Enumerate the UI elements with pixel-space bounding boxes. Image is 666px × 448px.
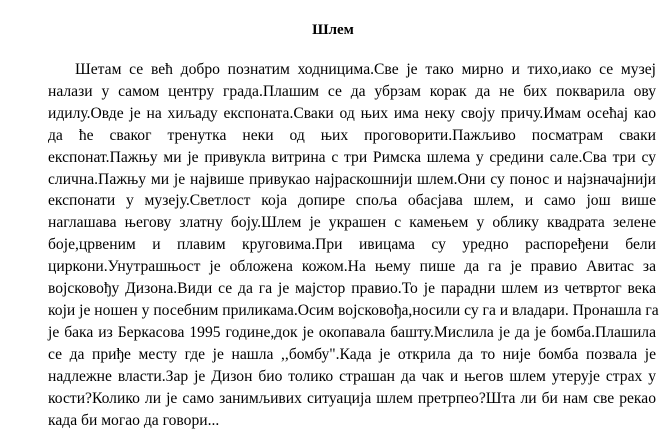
text-line: експонат.Пажњу ми је привукла витрина с три Римска шлема у средини сале.Сва три су	[48, 148, 656, 166]
text-line: експонати у музеју.Светлост која допире споља обасјава шлем, и само још више	[48, 192, 656, 210]
text-line: циркони.Унутрашњост је обложена кожом.На њему пише да га је правио Авитас за	[48, 258, 656, 276]
text-line: налази у самом центру града.Плашим се да убрзам корак да не бих покварила ову	[48, 82, 656, 100]
text-line: идилу.Овде је на хиљаду експоната.Сваки од њих има неку своју причу.Имам осећај као	[48, 104, 656, 122]
text-line: да ће сваког тренутка неки од њих проговорити.Пажљиво посматрам сваки	[48, 126, 656, 144]
text-line: боје,црвеним и плавим круговима.При ивицама су уредно распоређени бели	[48, 236, 656, 254]
text-line: војсковођу Дизона.Види се да га је мајстор правио.То је парадни шлем из четвртог века	[48, 280, 656, 298]
text-line: Шетам се већ добро познатим ходницима.Све је тако мирно и тихо,иако се музеј	[75, 61, 656, 78]
text-line: наглашава његову златну боју.Шлем је украшен с камењем у облику квадрата зелене	[48, 214, 656, 232]
document-body	[48, 59, 659, 431]
text-line: када би могао да говори...	[48, 411, 220, 429]
text-line: слична.Пажњу ми је највише привукао најраскошнији шлем.Они су понос и најзначајнији	[48, 170, 656, 188]
text-line: кости?Колико ли је само занимљивих ситуација шлем претрпео?Шта ли би нам све рекао	[48, 389, 656, 407]
text-line: се да приђе месту где је нашла ,,бомбу".Када је открила да то није бомба позвала је	[48, 345, 656, 363]
text-line: је бака из Беркасова 1995 године,док је окопавала башту.Мислила је да је бомба.Плашила	[48, 323, 656, 341]
text-line: надлежне власти.Зар је Дизон био толико страшан да чак и његов шлем утерује страх у	[48, 367, 656, 385]
text-line: који је ношен у посебним приликама.Осим војсковођа,носили су га и владари. Пронашла га	[48, 301, 659, 319]
document-title: Шлем	[312, 22, 354, 38]
